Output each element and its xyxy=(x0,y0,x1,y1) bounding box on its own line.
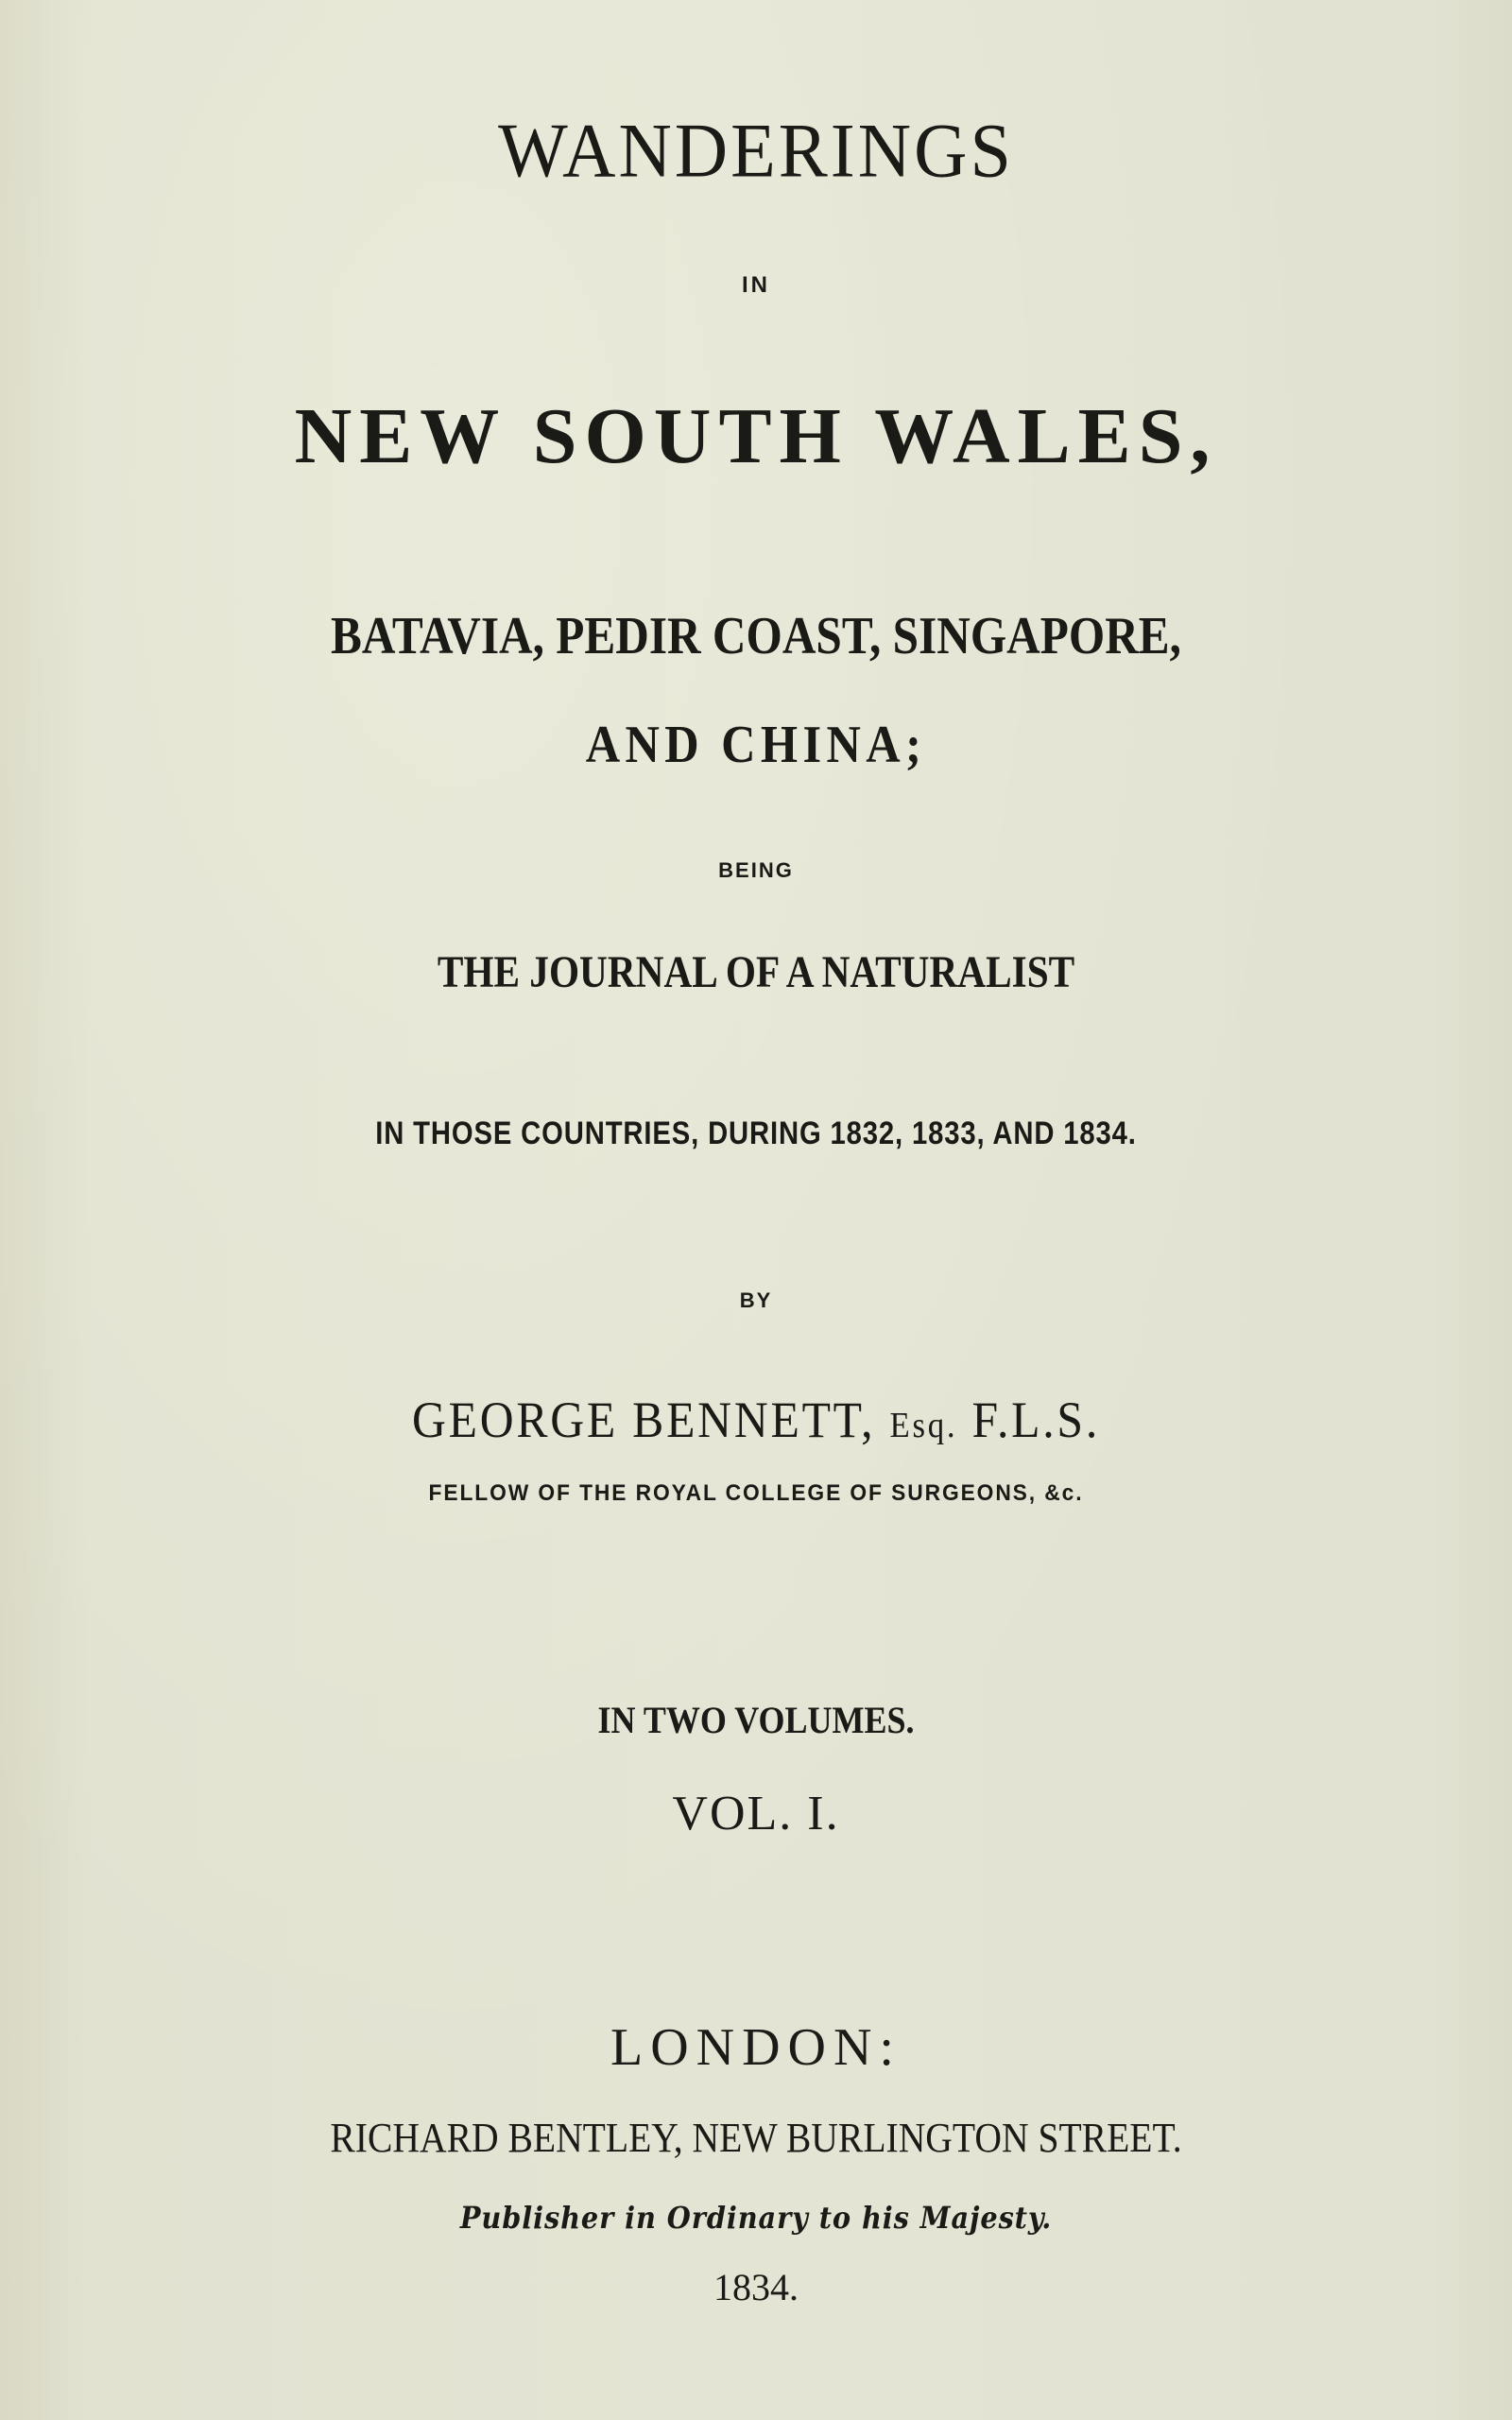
author-honorific: Esq. xyxy=(889,1406,958,1445)
places-secondary: BATAVIA, PEDIR COAST, SINGAPORE, xyxy=(331,607,1181,666)
author-affiliation: FELLOW OF THE ROYAL COLLEGE OF SURGEONS, &c. xyxy=(428,1480,1084,1506)
imprint-city: LONDON: xyxy=(610,2018,902,2077)
imprint-year: 1834. xyxy=(713,2266,799,2308)
imprint-publisher-role: Publisher in Ordinary to his Majesty. xyxy=(459,2200,1053,2236)
author-name: GEORGE BENNETT, xyxy=(411,1392,876,1448)
subtitle-detail: IN THOSE COUNTRIES, DURING 1832, 1833, AND 1834. xyxy=(375,1115,1137,1151)
connector-by: BY xyxy=(739,1288,773,1312)
author-credentials: F.L.S. xyxy=(971,1392,1101,1448)
connector-being: BEING xyxy=(718,858,794,882)
subtitle: THE JOURNAL OF A NATURALIST xyxy=(437,947,1075,997)
place-main: NEW SOUTH WALES, xyxy=(294,392,1218,480)
imprint-publisher: RICHARD BENTLEY, NEW BURLINGTON STREET. xyxy=(330,2115,1182,2161)
connector-in: IN xyxy=(742,272,770,298)
volumes-note: IN TWO VOLUMES. xyxy=(597,1699,915,1741)
book-title: WANDERINGS xyxy=(498,106,1014,194)
places-final: AND CHINA; xyxy=(585,716,927,774)
author-line xyxy=(60,1392,1452,1448)
volume-number: VOL. I. xyxy=(672,1787,840,1841)
